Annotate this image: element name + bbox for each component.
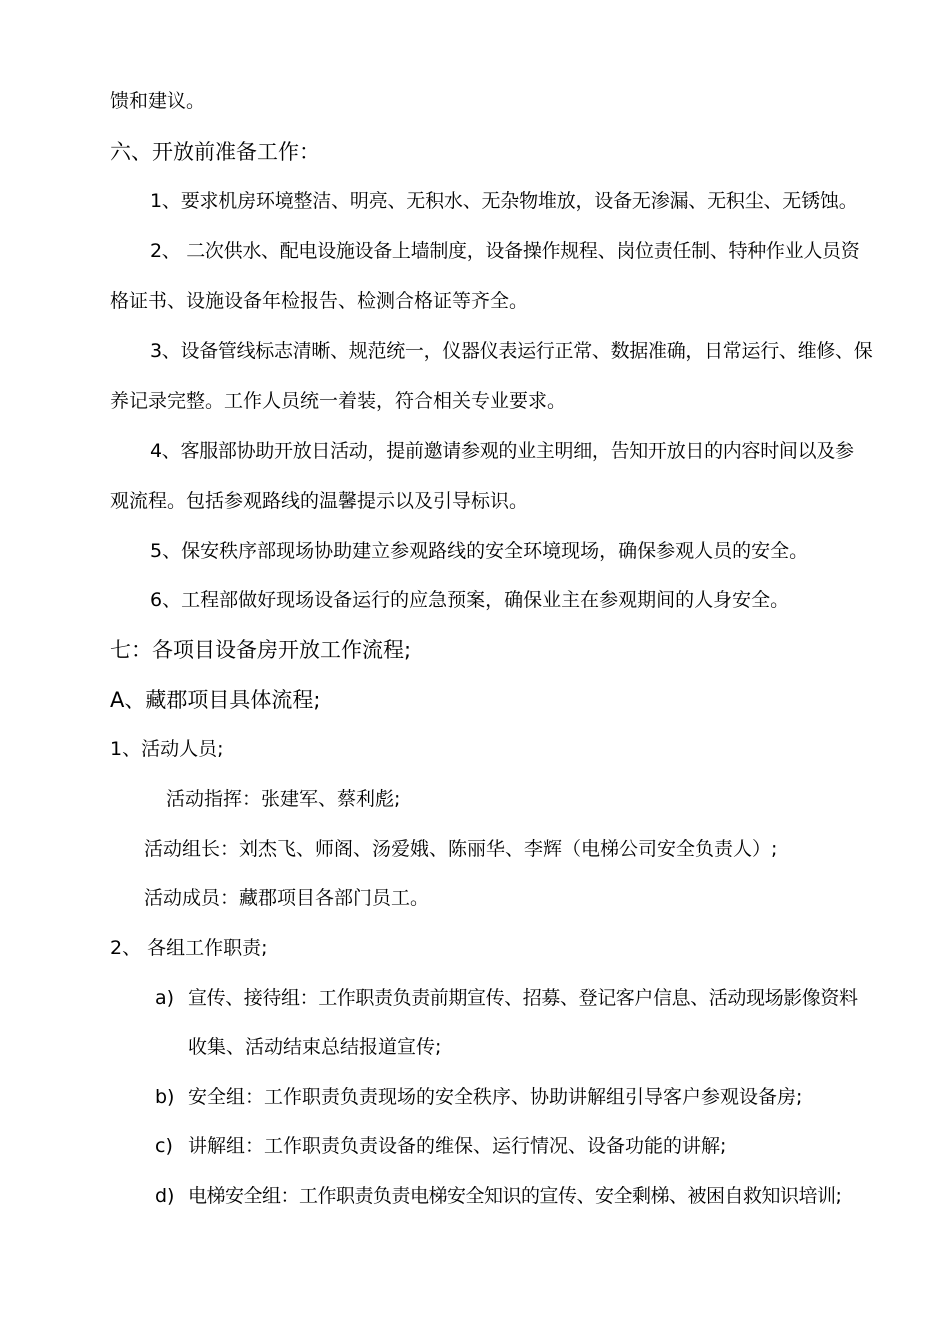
list-label-d: d) bbox=[155, 1185, 175, 1207]
item-3-line-2: 养记录完整。工作人员统一着装，符合相关专业要求。 bbox=[110, 390, 567, 412]
section-heading-7: 七：各项目设备房开放工作流程; bbox=[110, 638, 412, 662]
subitem-1-heading: 1、活动人员; bbox=[110, 738, 224, 760]
list-item-c: 讲解组：工作职责负责设备的维保、运行情况、设备功能的讲解; bbox=[188, 1135, 727, 1157]
activity-commander: 活动指挥：张建军、蔡利彪; bbox=[166, 788, 401, 810]
list-item-a-line-1: 宣传、接待组：工作职责负责前期宣传、招募、登记客户信息、活动现场影像资料 bbox=[188, 987, 858, 1009]
item-1: 1、要求机房环境整洁、明亮、无积水、无杂物堆放，设备无渗漏、无积尘、无锈蚀。 bbox=[150, 190, 858, 212]
activity-members: 活动成员：藏郡项目各部门员工。 bbox=[144, 887, 430, 909]
list-label-c: c) bbox=[155, 1135, 173, 1157]
activity-leaders: 活动组长：刘杰飞、师阁、汤爱娥、陈丽华、李辉（电梯公司安全负责人）; bbox=[144, 838, 778, 860]
subitem-2-heading: 2、 各组工作职责; bbox=[110, 937, 268, 959]
list-label-a: a) bbox=[155, 987, 175, 1009]
item-4-line-2: 观流程。包括参观路线的温馨提示以及引导标识。 bbox=[110, 490, 529, 512]
item-6: 6、工程部做好现场设备运行的应急预案，确保业主在参观期间的人身安全。 bbox=[150, 589, 790, 611]
item-5: 5、保安秩序部现场协助建立参观路线的安全环境现场，确保参观人员的安全。 bbox=[150, 540, 809, 562]
item-3-line-1: 3、设备管线标志清晰、规范统一，仪器仪表运行正常、数据准确，日常运行、维修、保 bbox=[150, 340, 873, 362]
item-2-line-2: 格证书、设施设备年检报告、检测合格证等齐全。 bbox=[110, 290, 529, 312]
list-item-a-line-2: 收集、活动结束总结报道宣传; bbox=[188, 1036, 442, 1058]
item-4-line-1: 4、客服部协助开放日活动，提前邀请参观的业主明细，告知开放日的内容时间以及参 bbox=[150, 440, 854, 462]
item-2-line-1: 2、 二次供水、配电设施设备上墙制度，设备操作规程、岗位责任制、特种作业人员资 bbox=[150, 240, 860, 262]
subsection-heading-a: A、藏郡项目具体流程; bbox=[110, 688, 321, 712]
list-item-b: 安全组：工作职责负责现场的安全秩序、协助讲解组引导客户参观设备房; bbox=[188, 1086, 803, 1108]
section-heading-6: 六、开放前准备工作： bbox=[110, 140, 320, 164]
list-label-b: b) bbox=[155, 1086, 175, 1108]
paragraph-continuation: 馈和建议。 bbox=[110, 90, 206, 112]
list-item-d: 电梯安全组：工作职责负责电梯安全知识的宣传、安全剩梯、被困自救知识培训; bbox=[188, 1185, 842, 1207]
